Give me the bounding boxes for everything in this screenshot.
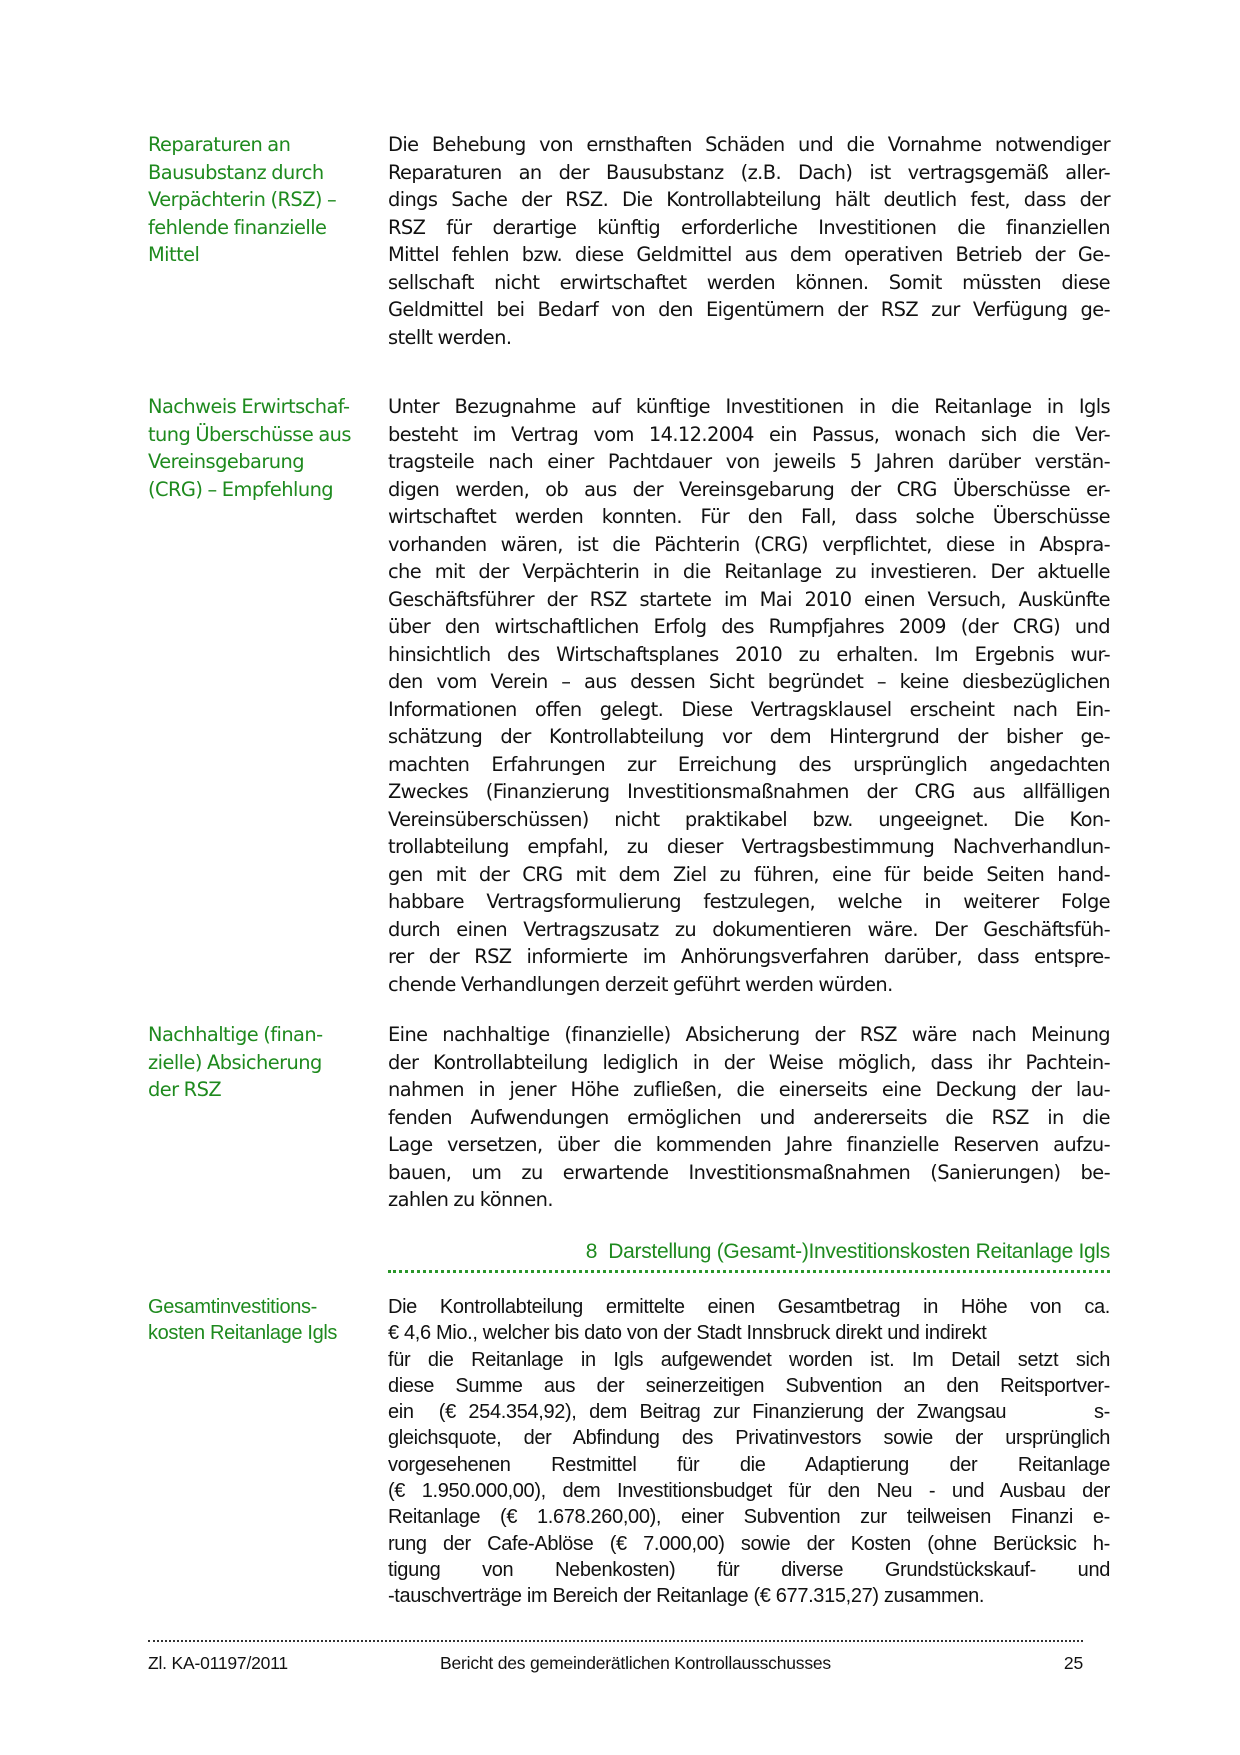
margin-note-line: fehlende finanzielle (148, 215, 327, 239)
paragraph (388, 1021, 1110, 1214)
paragraph-line: Informationen offen gelegt. Diese Vertragsklausel erscheint nach Ein- (388, 697, 1110, 721)
paragraph-line: bauen, um zu erwartende Investitionsmaßnahmen (Sanierungen) be- (388, 1160, 1110, 1184)
margin-note (148, 131, 378, 269)
paragraph-line: Vereinsüberschüssen) nicht praktikabel bzw. ungeeignet. Die Kon- (388, 807, 1110, 831)
paragraph-line: tigung von Nebenkosten) für diverse Grundstückskauf- und (388, 1558, 1110, 1581)
paragraph-line: Reitanlage (€ 1.678.260,00), einer Subvention zur teilweisen Finanzi e- (388, 1506, 1110, 1529)
paragraph-line: € 4,6 Mio., welcher bis dato von der Stadt Innsbruck direkt und indirekt (388, 1322, 987, 1345)
paragraph-line: Zweckes (Finanzierung Investitionsmaßnahmen der CRG aus allfälligen (388, 780, 1110, 803)
margin-note-line: Bausubstanz durch (148, 160, 324, 184)
footer-dotted-rule (148, 1640, 1083, 1642)
paragraph-line: rung der Cafe-Ablöse (€ 7.000,00) sowie der Kosten (ohne Berücksic h- (388, 1532, 1110, 1555)
paragraph-line: Lage versetzen, über die kommenden Jahre finanzielle Reserven aufzu- (388, 1133, 1110, 1156)
paragraph-line: zahlen zu können. (388, 1188, 553, 1211)
paragraph-line: hinsichtlich des Wirtschaftsplanes 2010 zu erhalten. Im Ergebnis wur- (388, 642, 1110, 666)
chapter-number: 8 (585, 1240, 598, 1263)
section-surplus-recommendation (148, 393, 1110, 1003)
margin-note-line: Nachweis Erwirtschaf- (148, 395, 350, 418)
paragraph-line: vorgesehenen Restmittel für die Adaptierung der Reitanlage (388, 1453, 1110, 1476)
paragraph-line: Unter Bezugnahme auf künftige Investitionen in die Reitanlage in Igls (388, 395, 1110, 418)
margin-note (148, 1021, 378, 1104)
paragraph-line: Die Kontrollabteilung ermittelte einen Gesamtbetrag in Höhe von ca. (388, 1296, 1110, 1318)
paragraph-line: sellschaft nicht erwirtschaftet werden können. Somit müssten diese (388, 270, 1110, 294)
paragraph-line: trollabteilung empfahl, zu dieser Vertragsbestimmung Nachverhandlun- (388, 835, 1110, 858)
footer-reference: Zl. KA-01197/2011 (148, 1653, 288, 1673)
paragraph-line: den vom Verein – aus dessen Sicht begründet – keine diesbezüglichen (388, 670, 1110, 693)
margin-note (148, 393, 378, 503)
paragraph-line: machten Erfahrungen zur Erreichung des ursprünglich angedachten (388, 752, 1110, 776)
margin-note-line: der RSZ (148, 1078, 222, 1101)
chapter-title: Darstellung (Gesamt-)Investitionskosten Reitanlage Igls (608, 1240, 1110, 1263)
paragraph-line: über den wirtschaftlichen Erfolg des Rumpfjahres 2009 (der CRG) und (388, 615, 1110, 638)
paragraph-line: durch einen Vertragszusatz zu dokumentieren wäre. Der Geschäftsfüh- (388, 917, 1110, 941)
paragraph (388, 131, 1110, 351)
paragraph-line: chende Verhandlungen derzeit geführt werden würden. (388, 972, 893, 996)
paragraph-line: Die Behebung von ernsthaften Schäden und die Vornahme notwendiger (388, 133, 1110, 156)
paragraph-line: ein (€ 254.354,92), dem Beitrag zur Finanzierung der Zwangsau s- (388, 1401, 1110, 1424)
margin-note-line: Reparaturen an (148, 133, 291, 156)
paragraph-line: (€ 1.950.000,00), dem Investitionsbudget für den Neu - und Ausbau der (388, 1480, 1110, 1503)
paragraph-line: vorhanden wären, ist die Pächterin (CRG) verpflichtet, diese in Abspra- (388, 532, 1110, 556)
paragraph-line: fenden Aufwendungen ermöglichen und andererseits die RSZ in die (388, 1105, 1110, 1129)
section-repairs (148, 131, 1110, 353)
page-footer (148, 1650, 1083, 1676)
margin-note-line: Mittel (148, 243, 200, 266)
paragraph-line: digen werden, ob aus der Vereinsgebarung der CRG Überschüsse er- (388, 477, 1110, 501)
margin-note (148, 1294, 378, 1347)
margin-note-line: Nachhaltige (finan- (148, 1023, 323, 1046)
paragraph-line: nahmen in jener Höhe zufließen, die einerseits eine Deckung der lau- (388, 1078, 1110, 1101)
paragraph-line: rer der RSZ informierte im Anhörungsverfahren darüber, dass entspre- (388, 945, 1110, 968)
paragraph-line: habbare Vertragsformulierung festzulegen, welche in weiterer Folge (388, 890, 1110, 913)
margin-note-line: kosten Reitanlage Igls (148, 1322, 338, 1345)
paragraph-line: RSZ für derartige künftig erforderliche Investitionen die finanziellen (388, 215, 1110, 239)
paragraph-line: Reparaturen an der Bausubstanz (z.B. Dach) ist vertragsgemäß aller- (388, 160, 1110, 184)
page-number: 25 (1063, 1653, 1083, 1673)
paragraph (388, 1294, 1110, 1610)
paragraph-line: gleichsquote, der Abfindung des Privatinvestors sowie der ursprünglich (388, 1427, 1110, 1450)
footer-title: Bericht des gemeinderätlichen Kontrollausschusses (440, 1653, 831, 1673)
paragraph-line: für die Reitanlage in Igls aufgewendet worden ist. Im Detail setzt sich (388, 1348, 1110, 1371)
paragraph-line: schätzung der Kontrollabteilung vor dem Hintergrund der bisher ge- (388, 725, 1110, 748)
paragraph-line: gen mit der CRG mit dem Ziel zu führen, eine für beide Seiten hand- (388, 862, 1110, 886)
paragraph-line: che mit der Verpächterin in die Reitanlage zu investieren. Der aktuelle (388, 560, 1110, 583)
margin-note-line: Gesamtinvestitions- (148, 1296, 317, 1318)
section-financial-security (148, 1021, 1110, 1216)
paragraph-line: der Kontrollabteilung lediglich in der Weise möglich, dass ihr Pachtein- (388, 1050, 1110, 1074)
paragraph-line: -tauschverträge im Bereich der Reitanlage (€ 677.315,27) zusammen. (388, 1585, 985, 1608)
margin-note-line: tung Überschüsse aus (148, 422, 351, 446)
section-total-investment-costs (148, 1294, 1110, 1614)
paragraph-line: diese Summe aus der seinerzeitigen Subvention an den Reitsportver- (388, 1374, 1110, 1397)
paragraph-line: Geschäftsführer der RSZ startete im Mai 2010 einen Versuch, Auskünfte (388, 587, 1110, 611)
paragraph-line: Mittel fehlen bzw. diese Geldmittel aus dem operativen Betrieb der Ge- (388, 243, 1110, 266)
paragraph-line: Geldmittel bei Bedarf von den Eigentümern der RSZ zur Verfügung ge- (388, 298, 1110, 321)
paragraph (388, 393, 1110, 998)
paragraph-line: tragsteile nach einer Pachtdauer von jeweils 5 Jahren darüber verstän- (388, 450, 1110, 473)
heading-dotted-rule (388, 1270, 1110, 1273)
margin-note-line: Verpächterin (RSZ) – (148, 188, 337, 211)
paragraph-line: dings Sache der RSZ. Die Kontrollabteilung hält deutlich fest, dass der (388, 188, 1110, 211)
paragraph-line: stellt werden. (388, 325, 512, 349)
chapter-heading (388, 1238, 1110, 1266)
margin-note-line: (CRG) – Empfehlung (148, 477, 334, 501)
margin-note-line: zielle) Absicherung (148, 1050, 322, 1074)
paragraph-line: wirtschaftet werden konnten. Für den Fall, dass solche Überschüsse (388, 505, 1110, 528)
paragraph-line: Eine nachhaltige (finanzielle) Absicherung der RSZ wäre nach Meinung (388, 1023, 1110, 1046)
paragraph-line: besteht im Vertrag vom 14.12.2004 ein Passus, wonach sich die Ver- (388, 422, 1110, 446)
margin-note-line: Vereinsgebarung (148, 450, 304, 473)
